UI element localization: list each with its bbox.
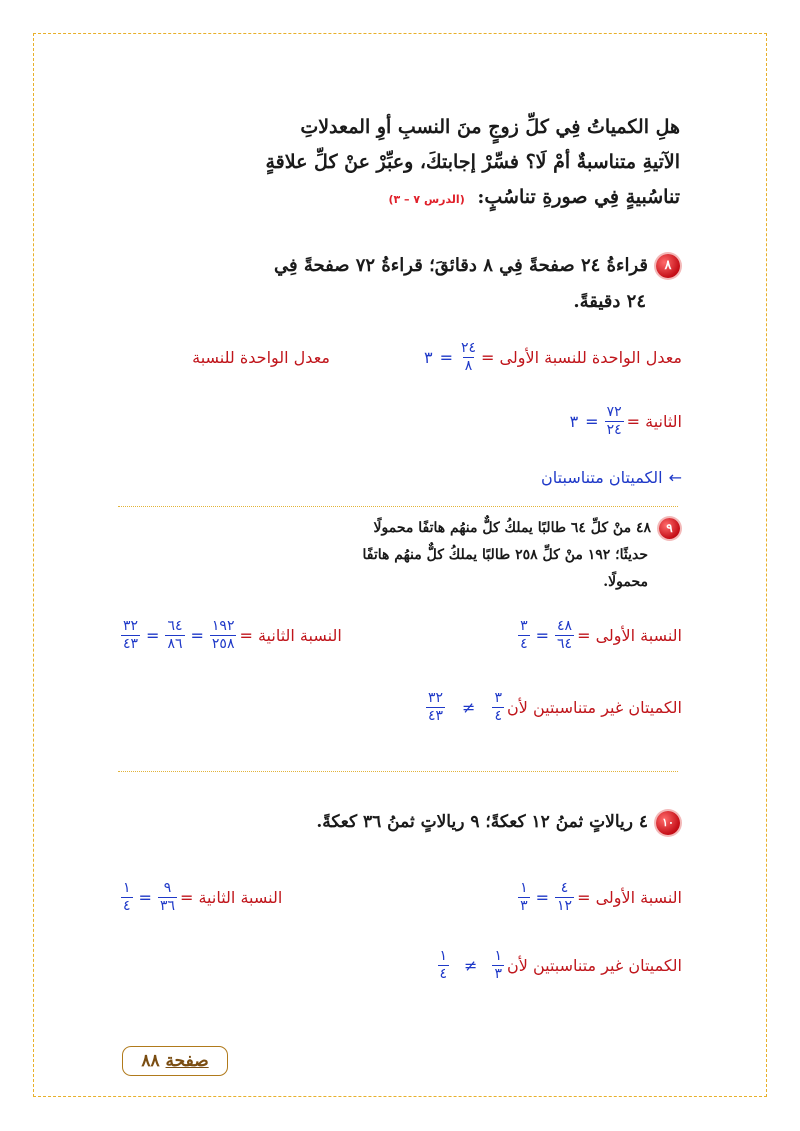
q10-second-label: النسبة الثانية = <box>179 888 283 907</box>
q10-second-fraction-1 <box>158 880 177 915</box>
denominator: ٤ <box>494 708 502 724</box>
numerator: ٦٤ <box>167 618 183 634</box>
q8-conclusion-text: الكميتان متناسبتان <box>541 468 663 487</box>
equals-sign: = <box>535 626 550 645</box>
q10-conclusion-fraction-2 <box>438 948 450 983</box>
page-number: ٨٨ <box>141 1051 160 1071</box>
denominator: ٢٥٨ <box>211 636 235 652</box>
q8-fraction-1 <box>459 340 478 375</box>
equals-sign: = <box>585 412 599 431</box>
question-9-line-1: ٤٨ منْ كلِّ ٦٤ طالبًا يملكُ كلٌّ منهُم هاتفًا محمولًا <box>373 520 651 536</box>
denominator: ٤٣ <box>428 708 444 724</box>
q10-second-ratio <box>118 880 282 915</box>
page-number-box <box>122 1046 228 1076</box>
lesson-reference: (الدرس ٧ – ٣) <box>388 193 465 206</box>
numerator: ٤٨ <box>557 618 573 634</box>
q8-rate-value-2: ٣ <box>569 412 579 431</box>
q8-second-label: الثانية = <box>626 412 682 431</box>
q9-conclusion-fraction-2 <box>426 690 445 725</box>
numerator: ١٩٢ <box>211 618 235 634</box>
q9-second-fraction-1 <box>210 618 237 653</box>
numerator: ٧٢ <box>606 404 622 420</box>
q9-first-fraction-2 <box>518 618 530 653</box>
q9-second-ratio <box>118 618 342 653</box>
question-8 <box>100 248 680 320</box>
intro-line-1: هلِ الكمياتُ فِي كلِّ زوجٍ منَ النسبِ أوِ المعدلاتِ <box>300 116 680 138</box>
denominator: ٤ <box>123 898 131 914</box>
denominator: ٣ <box>494 966 502 982</box>
q10-first-ratio <box>515 880 682 915</box>
numerator: ٣٢ <box>123 618 139 634</box>
q8-answer-row-1 <box>192 340 682 375</box>
question-number-badge: ٨ <box>656 254 680 278</box>
q9-second-fraction-2 <box>165 618 184 653</box>
numerator: ٤ <box>560 880 569 896</box>
q8-conclusion <box>541 468 682 487</box>
q9-conclusion-text: الكميتان غير متناسبتين لأن <box>506 698 682 717</box>
numerator: ٢٤ <box>461 340 477 356</box>
equals-sign: = <box>439 348 453 367</box>
intro-line-3: تناسُبيةٍ فِي صورةِ تناسُبٍ: <box>477 186 680 208</box>
intro-instructions <box>80 110 680 217</box>
q10-first-fraction-1 <box>555 880 574 915</box>
question-number-badge: ٩ <box>659 518 680 539</box>
equals-sign: = <box>138 888 152 907</box>
question-10-line-1: ٤ ريالاتٍ ثمنُ ١٢ كعكةً؛ ٩ ريالاتٍ ثمنُ ٣٦ كعكةً. <box>316 812 648 832</box>
q10-first-fraction-2 <box>518 880 530 915</box>
q9-conclusion <box>423 690 682 725</box>
question-number-badge: ١٠ <box>656 811 680 835</box>
q8-fraction-2 <box>605 404 624 439</box>
intro-line-3-wrap <box>80 180 680 217</box>
q8-rate-value-1: ٣ <box>424 348 433 367</box>
question-9 <box>100 515 680 596</box>
denominator: ٢٤ <box>606 422 622 438</box>
separator-2 <box>118 771 678 772</box>
q9-second-label: النسبة الثانية = <box>239 626 342 645</box>
page-label: صفحة <box>165 1051 209 1071</box>
numerator: ٩ <box>163 880 172 896</box>
denominator: ٨٦ <box>167 636 183 652</box>
q10-first-label: النسبة الأولى = <box>577 888 682 907</box>
q9-first-label: النسبة الأولى = <box>577 626 682 645</box>
equals-sign: = <box>535 888 550 907</box>
equals-sign: = <box>190 626 204 645</box>
q10-conclusion-text: الكميتان غير متناسبتين لأن <box>506 956 682 975</box>
denominator: ٤ <box>520 636 528 652</box>
question-8-line-2: ٢٤ دقيقةً. <box>573 291 646 312</box>
q8-rate-label: معدل الواحدة للنسبة الأولى = <box>481 348 682 367</box>
arrow-left-icon: ← <box>668 468 682 487</box>
not-equal-sign: ≠ <box>464 956 478 975</box>
denominator: ٤٣ <box>123 636 139 652</box>
intro-line-2: الآتيةِ متناسبةٌ أمْ لَا؟ فسِّرْ إجابتكَ، وعبِّرْ عنْ كلِّ علاقةٍ <box>265 151 680 173</box>
question-8-line-1: قراءةُ ٢٤ صفحةً فِي ٨ دقائقَ؛ قراءةُ ٧٢ صفحةً فِي <box>273 255 648 276</box>
denominator: ٤ <box>439 966 448 982</box>
numerator: ١ <box>494 948 502 964</box>
numerator: ٣ <box>520 618 528 634</box>
numerator: ٣٢ <box>428 690 444 706</box>
q10-conclusion <box>435 948 682 983</box>
q9-first-fraction-1 <box>555 618 574 653</box>
denominator: ١٢ <box>557 898 573 914</box>
numerator: ١ <box>439 948 448 964</box>
numerator: ٣ <box>494 690 502 706</box>
numerator: ١ <box>520 880 528 896</box>
q8-rate-label-2: معدل الواحدة للنسبة <box>192 348 330 367</box>
q8-answer-row-2 <box>566 404 682 439</box>
not-equal-sign: ≠ <box>462 698 476 717</box>
question-10 <box>100 808 680 836</box>
question-9-line-2: حديثًا؛ ١٩٢ منْ كلِّ ٢٥٨ طالبًا يملكُ كلٌّ منهُم هاتفًا <box>362 547 648 563</box>
q10-second-fraction-2 <box>121 880 133 915</box>
equals-sign: = <box>146 626 160 645</box>
numerator: ١ <box>123 880 131 896</box>
q9-conclusion-fraction-1 <box>492 690 504 725</box>
question-9-line-3: محمولًا. <box>603 574 648 590</box>
separator-1 <box>118 506 678 507</box>
denominator: ٦٤ <box>557 636 573 652</box>
denominator: ٣ <box>520 898 528 914</box>
q10-conclusion-fraction-1 <box>492 948 504 983</box>
q9-second-fraction-3 <box>121 618 140 653</box>
denominator: ٣٦ <box>159 898 175 914</box>
q9-first-ratio <box>515 618 682 653</box>
denominator: ٨ <box>464 358 473 374</box>
